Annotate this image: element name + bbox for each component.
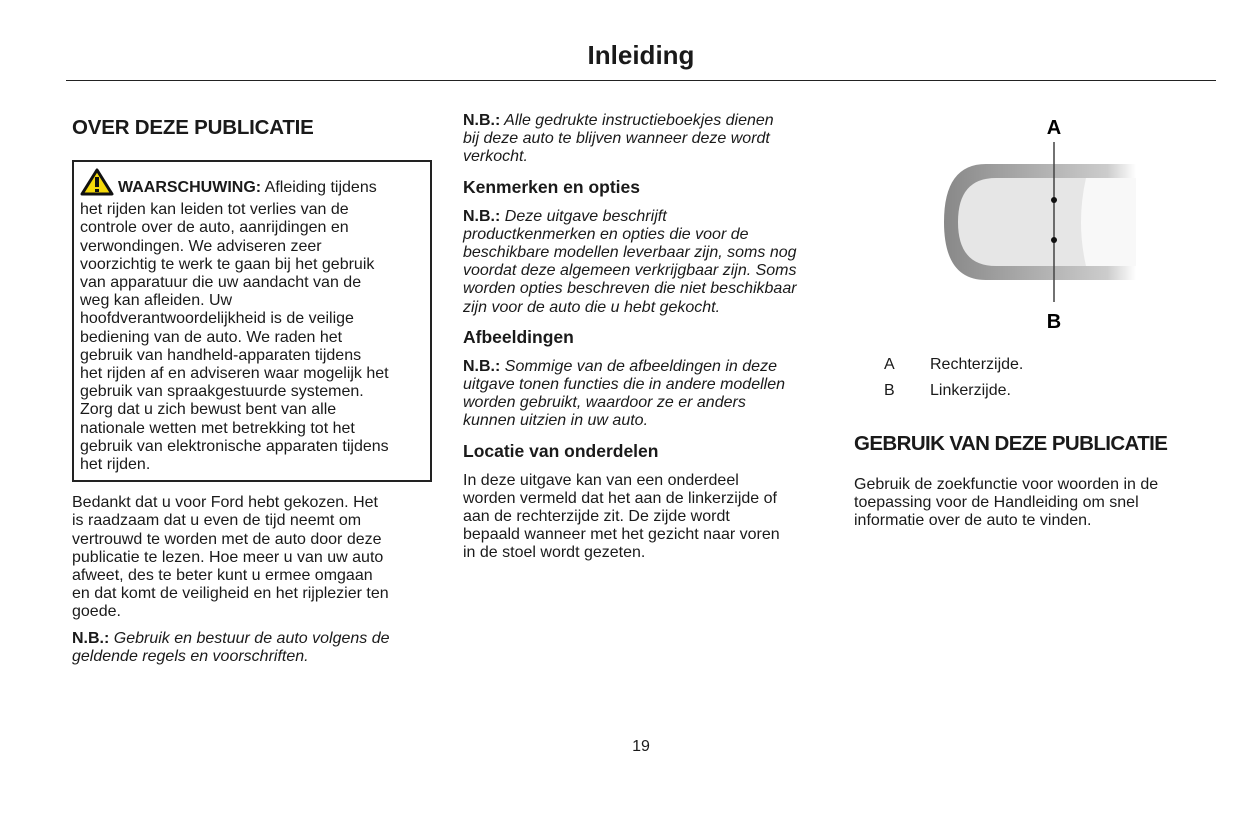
car-illustration [936, 112, 1136, 332]
header-divider [66, 80, 1216, 81]
page-number: 19 [632, 738, 650, 755]
warning-text: Afleiding tijdens het rijden kan leiden tot verlies van de controle over de auto, aanrijdingen en verwondingen. We adviseren zeer voorzichtig te werk te gaan bij het gebruik van apparatuur die uw aandacht van de weg kan afleiden. Uw hoofdverantwoordelijkheid is de veilige bediening van de auto. We raden het gebruik van handheld-apparaten tijdens het rijden af en adviseren waar mogelijk het gebruik van spraakgestuurde systemen. Zorg dat u zich bewust bent van alle nationale wetten met betrekking tot het gebruik van elektronische apparaten tijdens het rijden. [80, 179, 389, 474]
section-heading: GEBRUIK VAN DEZE PUBLICATIE [854, 432, 1168, 455]
note-label: N.B.: [463, 112, 501, 129]
legend-key: A [884, 356, 895, 373]
warning-icon [80, 168, 114, 201]
page-title: Inleiding [587, 40, 695, 70]
subheading-features: Kenmerken en opties [463, 176, 640, 197]
subheading-images: Afbeeldingen [463, 326, 574, 347]
column-2 [463, 112, 825, 571]
note [463, 358, 825, 431]
note-text: Deze uitgave beschrijft productkenmerken en opties die voor de beschikbare modellen leverbaar zijn, soms nog voordat deze algemeen verkrijgbaar zijn. Soms worden opties beschreven die niet beschikbaar zijn voor de auto die u hebt gekocht. [463, 207, 797, 316]
legend-text: Rechterzijde. [930, 356, 1024, 373]
note-text: Sommige van de afbeeldingen in deze uitgave tonen functies die in andere modellen worden gebruikt, waardoor ze er anders kunnen uitzien in uw auto. [463, 357, 785, 430]
warning-label: WAARSCHUWING: [118, 179, 262, 196]
figure-label-a: A [1046, 117, 1062, 139]
warning-box [72, 160, 432, 482]
note-label: N.B.: [463, 207, 501, 225]
column-3 [854, 112, 1219, 539]
note [72, 630, 432, 666]
note [463, 208, 825, 317]
car-top-view-figure [936, 112, 1136, 332]
section-heading: OVER DEZE PUBLICATIE [72, 116, 314, 139]
note-text: Alle gedrukte instructieboekjes dienen bij deze auto te blijven wanneer deze wordt verkocht. [463, 112, 774, 166]
legend-key: B [884, 382, 895, 399]
intro-paragraph: Bedankt dat u voor Ford hebt gekozen. Het is raadzaam dat u even de tijd neemt om vertrouwd te worden met de auto door deze publicatie te lezen. Hoe meer u van uw auto afweet, des te beter kunt u ermee omgaan en dat komt de veiligheid en het rijplezier ten goede. [72, 494, 389, 621]
legend-text: Linkerzijde. [930, 382, 1011, 399]
legend-item [854, 352, 1219, 378]
column-1 [72, 112, 432, 674]
subheading-location: Locatie van onderdelen [463, 440, 659, 461]
note-label: N.B.: [463, 357, 501, 375]
legend-item [854, 378, 1219, 404]
location-paragraph: In deze uitgave kan van een onderdeel worden vermeld dat het aan de linkerzijde of aan de rechterzijde zit. De zijde wordt bepaald wanneer met het gezicht naar voren in de stoel wordt gezeten. [463, 471, 780, 562]
note [463, 112, 825, 167]
note-text: Gebruik en bestuur de auto volgens de geldende regels en voorschriften. [72, 629, 390, 665]
figure-label-b: B [1046, 311, 1062, 332]
note-label: N.B.: [72, 629, 110, 647]
usage-paragraph: Gebruik de zoekfunctie voor woorden in de toepassing voor de Handleiding om snel informatie over de auto te vinden. [854, 476, 1159, 530]
